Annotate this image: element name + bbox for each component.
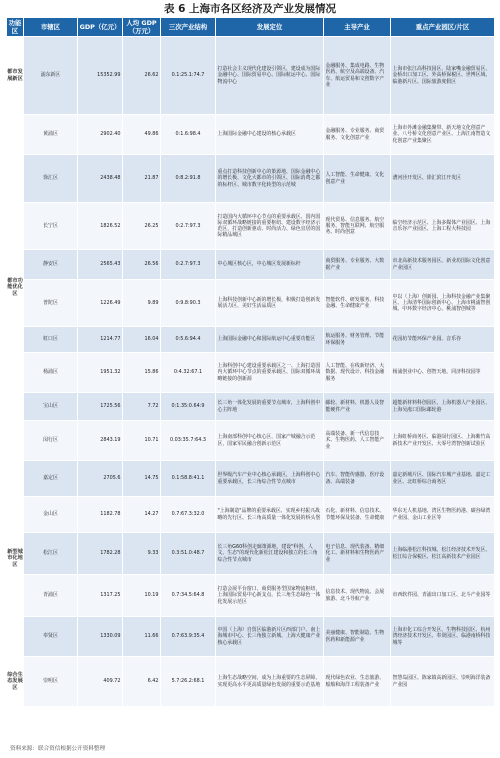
gdp-per-capita-cell: 16.04	[123, 327, 161, 353]
function-zone-label: 都市发展新区	[7, 37, 24, 115]
position-cell: 长三角G60科创走廊策源地，建设"科创、人文、生态"的现代化新松江建设和独立的长三角综合性节点城市	[216, 533, 324, 575]
position-cell: 上海科技创新中心新的增长极，积极打造创新发展活力区，美好生活品质区	[216, 280, 324, 327]
gdp-cell: 1214.77	[78, 327, 123, 353]
table-row	[7, 115, 495, 155]
gdp-per-capita-cell: 10.19	[123, 575, 161, 617]
structure-cell: 0:9.8:90.3	[161, 280, 216, 327]
gdp-cell: 1317.25	[78, 575, 123, 617]
table-title: 表 6 上海市各区经济及产业发展情况	[163, 3, 337, 15]
gdp-per-capita-cell: 9.33	[123, 533, 161, 575]
parks-cell: 市北高新技术服务园区、新业坊国际文化创意产业园区	[391, 250, 495, 280]
gdp-cell: 1182.78	[78, 497, 123, 533]
gdp-per-capita-cell: 14.75	[123, 461, 161, 497]
position-cell: 打造会展平台窗口、商贸服务型国家物流枢纽，上海国际贸易中心新支点，长三角生态绿色一体化发展示范区	[216, 575, 324, 617]
gdp-cell: 1782.28	[78, 533, 123, 575]
gdp-per-capita-cell: 49.86	[123, 115, 161, 155]
structure-cell: 0.7:63.9:35.4	[161, 617, 216, 657]
gdp-cell: 409.72	[78, 657, 123, 707]
table-row	[7, 353, 495, 393]
gdp-cell: 1826.52	[78, 203, 123, 250]
district-cell: 宝山区	[24, 393, 78, 421]
gdp-cell: 1725.56	[78, 393, 123, 421]
table-row	[7, 461, 495, 497]
parks-cell: 上海临港松江科技城、松江经济技术开发区、松江综合保税区、松江高新技术产业园区	[391, 533, 495, 575]
header-func: 功能区	[7, 18, 24, 37]
gdp-cell: 2843.19	[78, 421, 123, 461]
function-zone-label: 综合生态发展区	[7, 657, 24, 707]
industry-cell: 邮轮、新材料、机器人及智能硬件产业	[324, 393, 391, 421]
district-cell: 嘉定区	[24, 461, 78, 497]
district-cell: 松江区	[24, 533, 78, 575]
industry-cell: 人工智能、生命健康、文化创意产业	[324, 155, 391, 203]
table-row	[7, 393, 495, 421]
table-row	[7, 280, 495, 327]
table-row	[7, 327, 495, 353]
header-gdp-per-capita: 人均 GDP（万元）	[123, 18, 161, 37]
structure-cell: 0:5.6:94.4	[161, 327, 216, 353]
parks-cell: 华东无人机基地、湾区生物医药港、碳谷绿湾产业园、金山工业区等	[391, 497, 495, 533]
industry-cell: 石化、新材料、信息技术、节能环保及装备、生命健康	[324, 497, 391, 533]
table-row	[7, 37, 495, 115]
structure-cell: 5.7:26.2:68.1	[161, 657, 216, 707]
gdp-per-capita-cell: 6.42	[123, 657, 161, 707]
gdp-per-capita-cell: 26.25	[123, 203, 161, 250]
position-cell: 上海生态战略空间，成为上海重要的生态屏障，实现更高水平更高质量绿色发展的重要示范基地	[216, 657, 324, 707]
position-cell: 打造社会主义现代化建设引领区，建设成为国际金融中心、国际贸易中心、国际航运中心、国际物流中心	[216, 37, 324, 115]
gdp-per-capita-cell: 26.56	[123, 250, 161, 280]
industry-cell: 智能软件、研发服务、科技金融、生命健康产业	[324, 280, 391, 327]
district-cell: 金山区	[24, 497, 78, 533]
structure-cell: 0.03:35.7:64.3	[161, 421, 216, 461]
table-row	[7, 497, 495, 533]
position-cell: 上海国际金融中心和国际航运中心重要功能区	[216, 327, 324, 353]
gdp-cell: 2565.43	[78, 250, 123, 280]
position-cell: 重点打造科技创新中心的策源地、国际金融中心的增长极、文化大都市的引领区、国际消费之都的标杆区、城市数字化转型的示范城	[216, 155, 324, 203]
header-structure: 三次产业结构	[161, 18, 216, 37]
position-cell: 长三角一体化发展的重要节点城市，上海科创中心主阵地	[216, 393, 324, 421]
gdp-per-capita-cell: 9.89	[123, 280, 161, 327]
table-row	[7, 155, 495, 203]
parks-cell: 市西软件园、青浦出口加工区、北斗产业园等	[391, 575, 495, 617]
district-cell: 黄浦区	[24, 115, 78, 155]
parks-cell: 上海虹桥商务区、临港闵行园区、上海紫竹高新技术产业开发区、大零号湾智创新试验区	[391, 421, 495, 461]
position-cell: 上海科创中心建设重要承载区之一、上海打造国内大循环中心节点的重要承载区、国际双循环战略链接的创新源	[216, 353, 324, 393]
header-position: 发展定位	[216, 18, 324, 37]
gdp-per-capita-cell: 11.66	[123, 617, 161, 657]
structure-cell: 0:2.7:97.3	[161, 250, 216, 280]
position-cell: 中国（上海）自贸区临港新片区西部门户、南上海城市中心、长三角独立新城、上海大健康产业核心承载区	[216, 617, 324, 657]
structure-cell: 0.1:58.8:41.1	[161, 461, 216, 497]
district-cell: 徐汇区	[24, 155, 78, 203]
function-zone-label: 都市功能优化区	[7, 115, 24, 461]
district-cell: 虹口区	[24, 327, 78, 353]
structure-cell: 0.3:51.0:48.7	[161, 533, 216, 575]
district-cell: 普陀区	[24, 280, 78, 327]
structure-cell: 0.7:34.5:64.8	[161, 575, 216, 617]
district-cell: 闵行区	[24, 421, 78, 461]
gdp-per-capita-cell: 21.87	[123, 155, 161, 203]
parks-cell: 漕河泾开发区、徐汇滨江开发区	[391, 155, 495, 203]
table-row	[7, 617, 495, 657]
gdp-per-capita-cell: 14.27	[123, 497, 161, 533]
gdp-per-capita-cell: 7.72	[123, 393, 161, 421]
district-economy-table	[6, 17, 495, 707]
parks-cell: 嘉定新城片区、国际汽车城产业基地、嘉定工业区、北虹桥综合商务区	[391, 461, 495, 497]
table-row	[7, 250, 495, 280]
header-parks: 重点产业园区/片区	[391, 18, 495, 37]
gdp-cell: 2705.6	[78, 461, 123, 497]
gdp-per-capita-cell: 26.62	[123, 37, 161, 115]
gdp-per-capita-cell: 15.86	[123, 353, 161, 393]
gdp-per-capita-cell: 10.71	[123, 421, 161, 461]
structure-cell: 0:4.32:67.1	[161, 353, 216, 393]
parks-cell: 智慧岛园区、陈家镇高新园区、崇明海洋装备产业园	[391, 657, 495, 707]
table-row	[7, 657, 495, 707]
gdp-cell: 15352.99	[78, 37, 123, 115]
header-industry: 主导产业	[324, 18, 391, 37]
position-cell: 上海南部科创中心核心区，国家产城融合示范区，国家军民融合创新示范区	[216, 421, 324, 461]
district-cell: 长宁区	[24, 203, 78, 250]
position-cell: 世界级汽车产业中心核心承载区，上海科创中心重要承载区，长三角综合性节点城市	[216, 461, 324, 497]
header-row	[7, 18, 495, 37]
header-district: 市辖区	[24, 18, 78, 37]
industry-cell: 现代贸易、信息服务、航空服务、智能互联网、航空服务、时尚创意	[324, 203, 391, 250]
gdp-cell: 1951.32	[78, 353, 123, 393]
industry-cell: 电子信息、现代装备、精细化工、新材料和生物医药产业	[324, 533, 391, 575]
district-cell: 杨浦区	[24, 353, 78, 393]
parks-cell: 杨浦创业中心、创智天地、同济科技园等	[391, 353, 495, 393]
position-cell: "上海制造"品牌的重要承载区、实现乡村振兴战略的先行区、长三角高质量一体化发展的桥头堡	[216, 497, 324, 533]
table-row	[7, 203, 495, 250]
table-row	[7, 575, 495, 617]
parks-cell: 中以（上海）创新园、上海科技金融产业集聚区、上海清华国际创新中心、上海市桃浦智创城、中环数字经济中心、桃浦智创城等	[391, 280, 495, 327]
district-cell: 浦东新区	[24, 37, 78, 115]
industry-cell: 金融服务、专业服务、商贸服务、文化创意产业	[324, 115, 391, 155]
industry-cell: 信息技术、现代物流、会展旅游、北斗导航产业	[324, 575, 391, 617]
industry-cell: 商贸服务、专业服务、大数据产业	[324, 250, 391, 280]
structure-cell: 0:1.6:98.4	[161, 115, 216, 155]
parks-cell: 花园坊节能环保产业园、音乐谷	[391, 327, 495, 353]
function-zone-label: 新型城市化地区	[7, 461, 24, 657]
parks-cell: 超能新材料科创园区、上海机器人产业园区、上海吴淞口国际邮轮港	[391, 393, 495, 421]
industry-cell: 美丽健康、智能制造、生物医药和新能源产业	[324, 617, 391, 657]
district-cell: 奉贤区	[24, 617, 78, 657]
district-cell: 青浦区	[24, 575, 78, 617]
industry-cell: 汽车、智能传感器、医疗设备、高端装备	[324, 461, 391, 497]
table-row	[7, 421, 495, 461]
industry-cell: 人工智能、在线新经济、大数据、现代设计、科技金融服务	[324, 353, 391, 393]
gdp-cell: 1330.09	[78, 617, 123, 657]
parks-cell: 临空经济示范区、上海多媒体产业园区、上海音乐谷产业园区、上海工程大科技园	[391, 203, 495, 250]
position-cell: 中心城区核心区，中心城区发展新标杆	[216, 250, 324, 280]
gdp-cell: 2438.48	[78, 155, 123, 203]
structure-cell: 0:2.7:97.3	[161, 203, 216, 250]
structure-cell: 0.1:25.1:74.7	[161, 37, 216, 115]
header-gdp: GDP（亿元）	[78, 18, 123, 37]
source-note: 资料来源：联合资信根据公开资料整理	[10, 746, 106, 752]
table-body	[7, 37, 495, 707]
district-cell: 崇明区	[24, 657, 78, 707]
industry-cell: 金融服务、集成电路、生物医药、航空及高端设备、汽车、航运贸易和文创数字产业	[324, 37, 391, 115]
industry-cell: 现代绿色农业、生态旅游、船舶和海洋工程装备产业	[324, 657, 391, 707]
gdp-cell: 1226.49	[78, 280, 123, 327]
industry-cell: 航运服务、财务管理、节能环保服务	[324, 327, 391, 353]
industry-cell: 高端装备、新一代信息技术、生物医药、人工智能产业	[324, 421, 391, 461]
table-row	[7, 533, 495, 575]
parks-cell: 上海市外滩金融集聚带、新天地文化创意产业、八号桥文化创意产业区、上海江南智造文化创意产业集聚区	[391, 115, 495, 155]
district-cell: 静安区	[24, 250, 78, 280]
gdp-cell: 2902.40	[78, 115, 123, 155]
structure-cell: 0:1.35:0.64:9	[161, 393, 216, 421]
structure-cell: 0.7:67.3:32.0	[161, 497, 216, 533]
position-cell: 上海国际金融中心建设的核心承载区	[216, 115, 324, 155]
position-cell: 打造国内大循环中心节点的重要承载区、国内国际双循环战略链接的重要枢纽、建设数字经济示范区，打造创新驱动、时尚活力、绿色宜居的国际精品城区	[216, 203, 324, 250]
structure-cell: 0:8.2:91.8	[161, 155, 216, 203]
parks-cell: 上海市张江高科技园区、陆家嘴金融贸易区、金桥出口加工区、外高桥保税区、世博区域、临港新片区、国际旅游度假区	[391, 37, 495, 115]
parks-cell: 上海市化工综合开发区、生物科技园区、杭州湾经济技术开发区、奉贤园区、临港南桥科技城等	[391, 617, 495, 657]
